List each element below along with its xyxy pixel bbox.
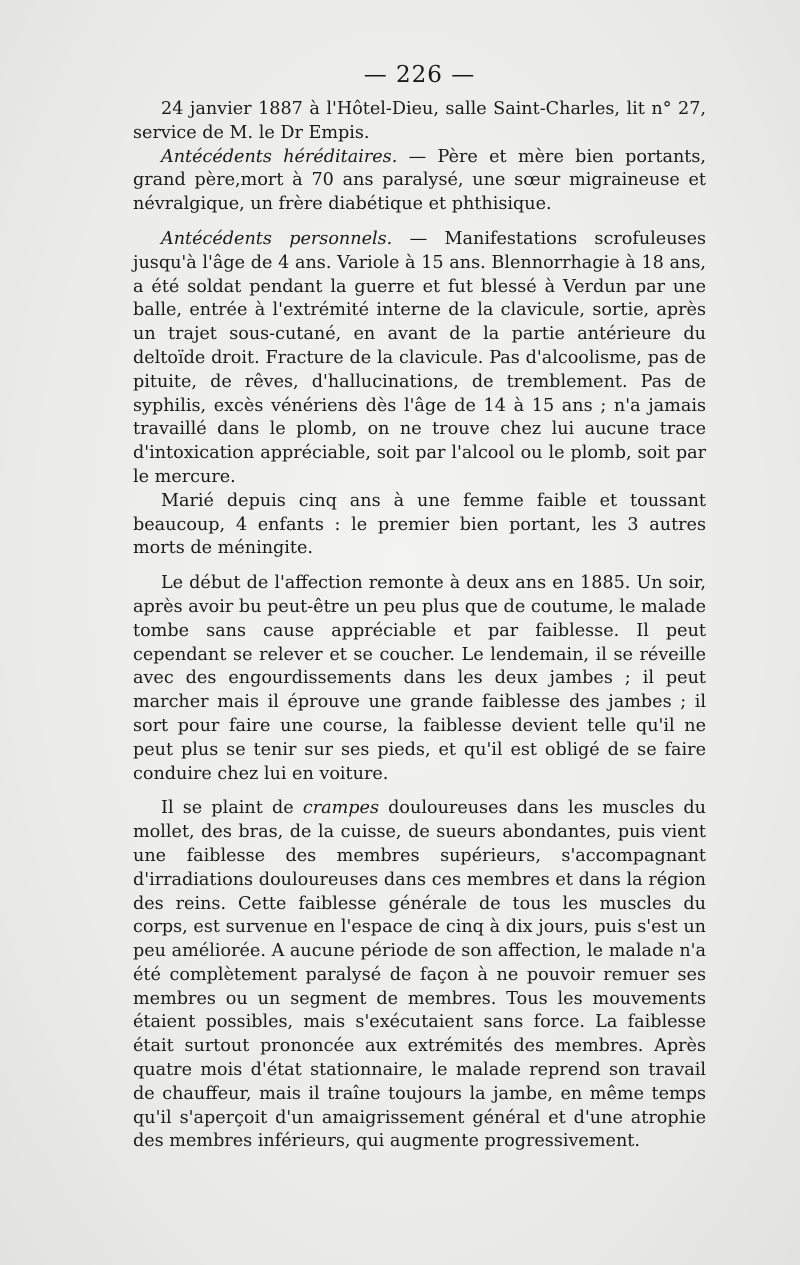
- paragraph-admission: [133, 98, 706, 146]
- paragraph-personal: [133, 228, 706, 490]
- paragraph-text-before: Il se plaint de: [161, 798, 303, 819]
- paragraph-text: Le début de l'affection remonte à deux ans en 1885. Un soir, après avoir bu peut-être un peu plus que de coutume, le malade tombe sans cause appréciable et par faiblesse. Il peut cependant se relever et se coucher. Le lendemain, il se réveille avec des engourdissements dans les deux jambes ; il peut marcher mais il éprouve une grande faiblesse des jambes ; il sort pour faire une course, la faiblesse devient telle qu'il ne peut plus se tenir sur ses pieds, et qu'il est obligé de se faire conduire chez lui en voiture.: [133, 573, 706, 784]
- section-heading-hereditary: Antécédents héréditaires.: [161, 146, 398, 167]
- paragraph-hereditary: [133, 146, 706, 217]
- paragraph-text: douloureuses dans les muscles du mollet, des bras, de la cuisse, de sueurs abondantes, puis vient une faiblesse des membres supérieurs, s'accompagnant d'irradiations douloureuses dans ces membres et dans la région des reins. Cette faiblesse générale de tous les muscles du corps, est survenue en l'espace de cinq à dix jours, puis s'est un peu améliorée. A aucune période de son affection, le malade n'a été complètement paralysé de façon à ne pouvoir remuer ses membres ou un segment de membres. Tous les mouvements étaient possibles, mais s'exécutaient sans force. La faiblesse était surtout prononcée aux extrémités des membres. Après quatre mois d'état stationnaire, le malade reprend son travail de chauffeur, mais il traîne toujours la jambe, en même temps qu'il s'aperçoit d'un amaigrissement général et d'une atrophie des membres inférieurs, qui augmente progressivement.: [133, 798, 706, 1152]
- paragraph-symptoms: [133, 797, 706, 1154]
- page-number: — 226 —: [363, 62, 476, 88]
- paragraph-text: — Père et mère bien portants, grand père,mort à 70 ans paralysé, une sœur migraineuse et névralgique, un frère diabétique et phthisique.: [133, 146, 706, 215]
- paragraph-text: 24 janvier 1887 à l'Hôtel-Dieu, salle Saint-Charles, lit n° 27, service de M. le Dr Empis.: [133, 99, 706, 143]
- emphasis-crampes: crampes: [302, 798, 379, 819]
- paragraph-onset: [133, 572, 706, 786]
- paragraph-text: Marié depuis cinq ans à une femme faible et toussant beaucoup, 4 enfants : le premier bien portant, les 3 autres morts de méningite.: [133, 490, 706, 559]
- paragraph-text: — Manifestations scrofuleuses jusqu'à l'âge de 4 ans. Variole à 15 ans. Blennorrhagie à 18 ans, a été soldat pendant la guerre et fut blessé à Verdun par une balle, entrée à l'extrémité interne de la clavicule, sortie, après un trajet sous-cutané, en avant de la partie antérieure du deltoïde droit. Fracture de la clavicule. Pas d'alcoolisme, pas de pituite, de rêves, d'hallucinations, de tremblement. Pas de syphilis, excès vénériens dès l'âge de 14 à 15 ans ; n'a jamais travaillé dans le plomb, on ne trouve chez lui aucune trace d'intoxication appréciable, soit par l'alcool ou le plomb, soit par le mercure.: [133, 228, 707, 487]
- section-heading-personal: Antécédents personnels.: [161, 228, 393, 249]
- paragraph-family: [133, 490, 706, 561]
